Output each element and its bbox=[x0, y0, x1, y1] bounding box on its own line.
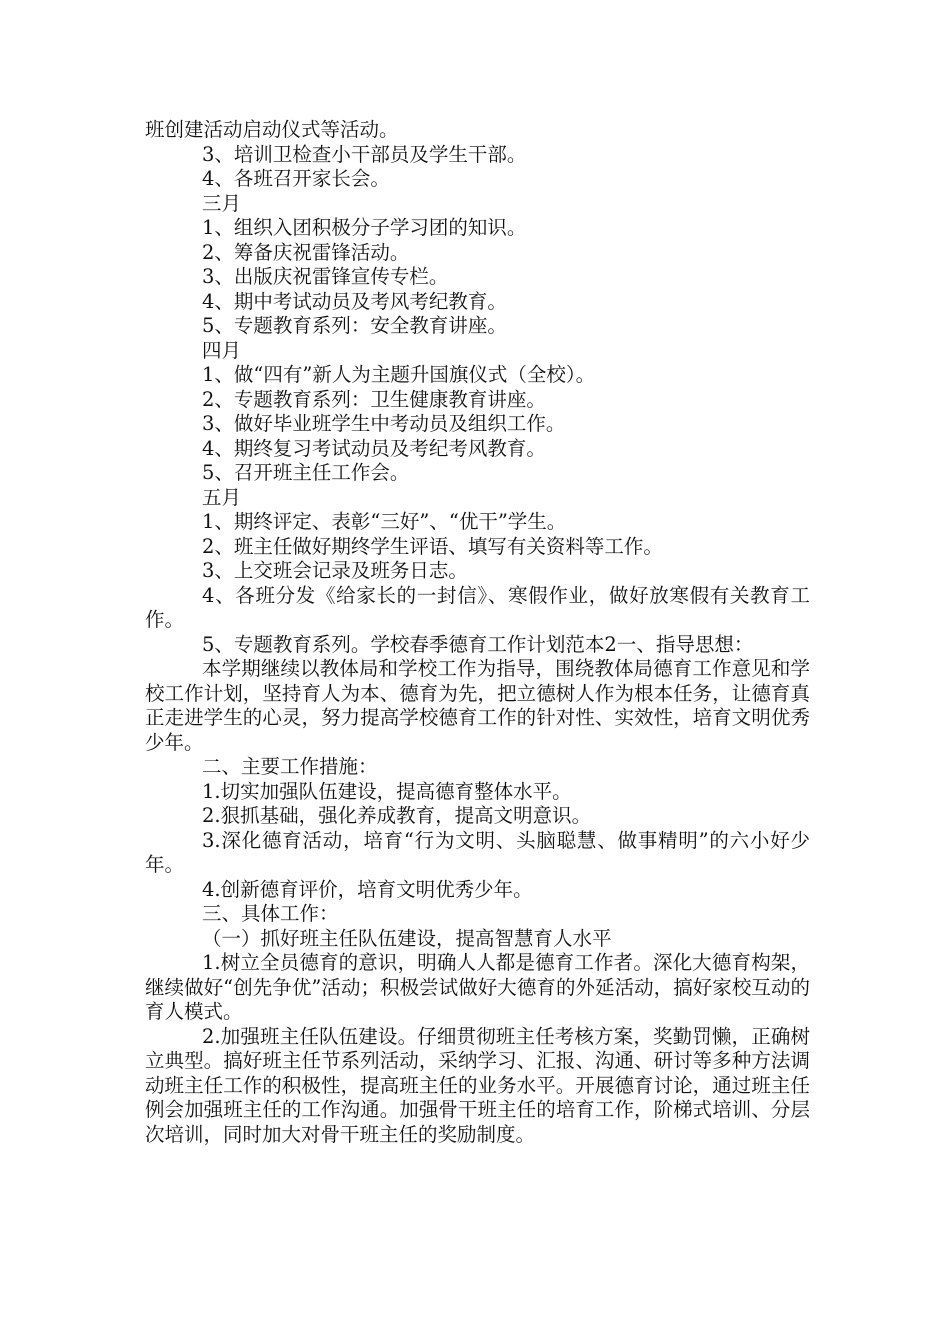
list-item: 2、专题教育系列：卫生健康教育讲座。 bbox=[202, 387, 546, 411]
section-heading: 五月 bbox=[202, 485, 242, 509]
list-item: 2、班主任做好期终学生评语、填写有关资料等工作。 bbox=[202, 534, 663, 558]
paragraph: 1.树立全员德育的意识，明确人人都是德育工作者。深化大德育构架，继续做好“创先争优”活动；积极尝试做好大德育的外延活动，搞好家校互动的育人模式。 bbox=[145, 951, 810, 1023]
list-item: 4、期终复习考试动员及考纪考风教育。 bbox=[202, 436, 546, 460]
list-item: 5、召开班主任工作会。 bbox=[202, 461, 410, 484]
subsection-heading: （一）抓好班主任队伍建设，提高智慧育人水平 bbox=[202, 926, 612, 950]
list-item: 1.切实加强队伍建设，提高德育整体水平。 bbox=[202, 779, 572, 803]
list-item: 3、上交班会记录及班务日志。 bbox=[202, 559, 468, 582]
list-item: 5、专题教育系列：安全教育讲座。 bbox=[202, 314, 507, 337]
list-item: 3、培训卫检查小干部员及学生干部。 bbox=[202, 142, 527, 166]
section-heading: 三、具体工作： bbox=[202, 902, 339, 925]
section-heading: 三月 bbox=[202, 191, 242, 215]
list-item: 1、组织入团积极分子学习团的知识。 bbox=[202, 216, 527, 239]
list-item: 4、各班分发《给家长的一封信》、寒假作业，做好放寒假有关教育工作。 bbox=[145, 583, 810, 631]
list-item: 4、期中考试动员及考风考纪教育。 bbox=[202, 289, 507, 313]
list-item: 3、做好毕业班学生中考动员及组织工作。 bbox=[202, 412, 566, 435]
section-heading: 二、主要工作措施： bbox=[202, 755, 378, 778]
paragraph: 本学期继续以教体局和学校工作为指导，围绕教体局德育工作意见和学校工作计划，坚持育人为本、德育为先，把立德树人作为根本任务，让德育真正走进学生的心灵，努力提高学校德育工作的针对性、实效性，培育文明优秀少年。 bbox=[145, 657, 810, 754]
list-item: 2.狠抓基础，强化养成教育，提高文明意识。 bbox=[202, 804, 592, 827]
list-item: 4.创新德育评价，培育文明优秀少年。 bbox=[202, 877, 533, 901]
paragraph: 班创建活动启动仪式等活动。 bbox=[145, 118, 399, 141]
list-item: 1、期终评定、表彰“三好”、“优干”学生。 bbox=[202, 510, 567, 533]
list-item: 2、筹备庆祝雷锋活动。 bbox=[202, 240, 410, 264]
document-body bbox=[145, 118, 810, 1147]
paragraph: 2.加强班主任队伍建设。仔细贯彻班主任考核方案，奖勤罚懒，正确树立典型。搞好班主任节系列活动，采纳学习、汇报、沟通、研讨等多种方法调动班主任工作的积极性，提高班主任的业务水平。开展德育讨论，通过班主任例会加强班主任的工作沟通。加强骨干班主任的培育工作，阶梯式培训、分层次培训，同时加大对骨干班主任的奖励制度。 bbox=[145, 1024, 810, 1146]
list-item: 5、专题教育系列。学校春季德育工作计划范本2一、指导思想： bbox=[202, 632, 754, 656]
list-item: 3.深化德育活动，培育“行为文明、头脑聪慧、做事精明”的六小好少年。 bbox=[145, 828, 810, 876]
list-item: 3、出版庆祝雷锋宣传专栏。 bbox=[202, 265, 449, 288]
list-item: 4、各班召开家长会。 bbox=[202, 167, 390, 190]
list-item: 1、做“四有”新人为主题升国旗仪式（全校）。 bbox=[202, 363, 596, 386]
section-heading: 四月 bbox=[202, 338, 242, 362]
